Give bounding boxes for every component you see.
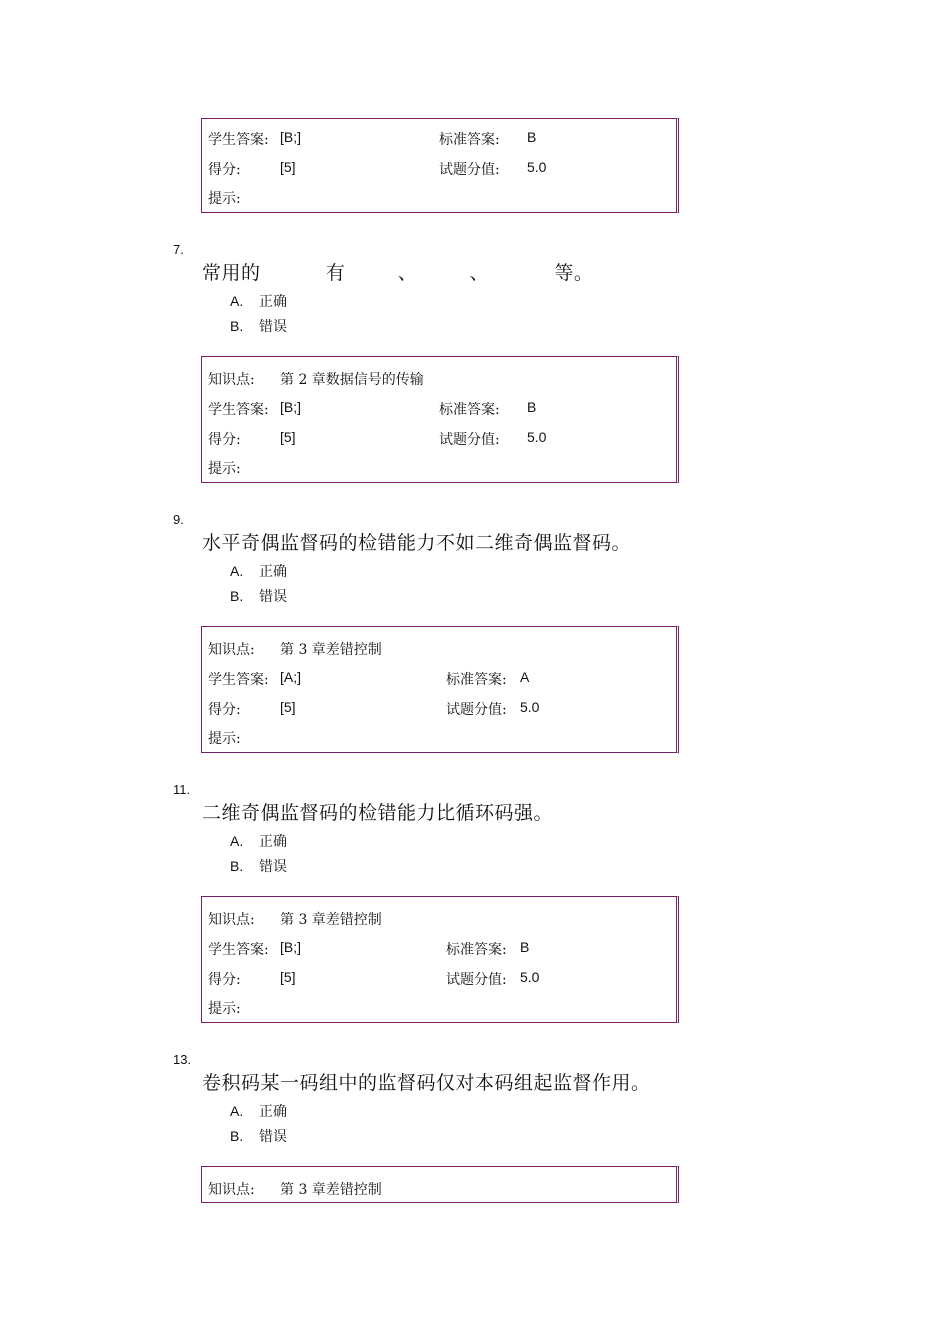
option-letter: B. <box>230 318 244 334</box>
question-number: 9. <box>173 512 184 527</box>
knowledge-value: 第 3 章差错控制 <box>280 912 382 928</box>
option-a[interactable] <box>230 831 287 851</box>
item-value-label: 试题分值: <box>446 702 507 718</box>
knowledge-label: 知识点: <box>208 912 255 928</box>
standard-answer-value: B <box>520 939 530 955</box>
knowledge-label: 知识点: <box>208 642 255 658</box>
option-text: 错误 <box>259 589 287 605</box>
option-letter: A. <box>230 1103 244 1119</box>
question-stem: 常用的 有 、 、 等。 <box>202 262 594 284</box>
option-letter: B. <box>230 858 244 874</box>
option-letter: B. <box>230 588 244 604</box>
student-answer-label: 学生答案: <box>208 132 269 148</box>
option-b[interactable] <box>230 586 287 606</box>
standard-answer-value: A <box>520 669 530 685</box>
option-letter: A. <box>230 833 244 849</box>
knowledge-value: 第 3 章差错控制 <box>280 642 382 658</box>
student-answer-label: 学生答案: <box>208 402 269 418</box>
knowledge-label: 知识点: <box>208 372 255 388</box>
item-value-label: 试题分值: <box>439 162 500 178</box>
option-text: 错误 <box>259 1129 287 1145</box>
option-b[interactable] <box>230 316 287 336</box>
item-value: 5.0 <box>520 699 540 715</box>
hint-label: 提示: <box>208 1001 241 1017</box>
option-text: 正确 <box>259 1104 287 1120</box>
result-box-q9 <box>201 626 679 753</box>
student-answer-value: [B;] <box>280 129 302 145</box>
option-letter: A. <box>230 563 244 579</box>
standard-answer-value: B <box>527 399 537 415</box>
item-value-label: 试题分值: <box>439 432 500 448</box>
item-value-label: 试题分值: <box>446 972 507 988</box>
option-b[interactable] <box>230 856 287 876</box>
hint-label: 提示: <box>208 731 241 747</box>
score-value: [5] <box>280 429 296 445</box>
student-answer-value: [B;] <box>280 399 302 415</box>
question-stem: 卷积码某一码组中的监督码仅对本码组起监督作用。 <box>202 1072 651 1094</box>
hint-label: 提示: <box>208 461 241 477</box>
student-answer-value: [B;] <box>280 939 302 955</box>
item-value: 5.0 <box>527 429 547 445</box>
option-text: 错误 <box>259 859 287 875</box>
standard-answer-label: 标准答案: <box>439 402 500 418</box>
standard-answer-label: 标准答案: <box>446 672 507 688</box>
score-value: [5] <box>280 159 296 175</box>
option-text: 错误 <box>259 319 287 335</box>
option-letter: A. <box>230 293 244 309</box>
question-number: 13. <box>173 1052 192 1067</box>
knowledge-label: 知识点: <box>208 1182 255 1198</box>
score-label: 得分: <box>208 972 241 988</box>
student-answer-label: 学生答案: <box>208 672 269 688</box>
option-text: 正确 <box>259 834 287 850</box>
result-box-q13 <box>201 1166 679 1203</box>
option-letter: B. <box>230 1128 244 1144</box>
option-text: 正确 <box>259 564 287 580</box>
student-answer-value: [A;] <box>280 669 302 685</box>
score-label: 得分: <box>208 432 241 448</box>
standard-answer-value: B <box>527 129 537 145</box>
score-label: 得分: <box>208 162 241 178</box>
question-number: 11. <box>173 782 191 797</box>
question-stem: 水平奇偶监督码的检错能力不如二维奇偶监督码。 <box>202 532 632 554</box>
result-box-q7 <box>201 356 679 483</box>
option-a[interactable] <box>230 1101 287 1121</box>
question-stem: 二维奇偶监督码的检错能力比循环码强。 <box>202 802 554 824</box>
option-a[interactable] <box>230 291 287 311</box>
option-text: 正确 <box>259 294 287 310</box>
option-a[interactable] <box>230 561 287 581</box>
item-value: 5.0 <box>527 159 547 175</box>
score-label: 得分: <box>208 702 241 718</box>
standard-answer-label: 标准答案: <box>446 942 507 958</box>
hint-label: 提示: <box>208 191 241 207</box>
result-box-q11 <box>201 896 679 1023</box>
student-answer-label: 学生答案: <box>208 942 269 958</box>
option-b[interactable] <box>230 1126 287 1146</box>
score-value: [5] <box>280 699 296 715</box>
knowledge-value: 第 2 章数据信号的传输 <box>280 372 424 388</box>
knowledge-value: 第 3 章差错控制 <box>280 1182 382 1198</box>
result-box-prev <box>201 118 679 213</box>
score-value: [5] <box>280 969 296 985</box>
question-number: 7. <box>173 242 184 257</box>
standard-answer-label: 标准答案: <box>439 132 500 148</box>
item-value: 5.0 <box>520 969 540 985</box>
